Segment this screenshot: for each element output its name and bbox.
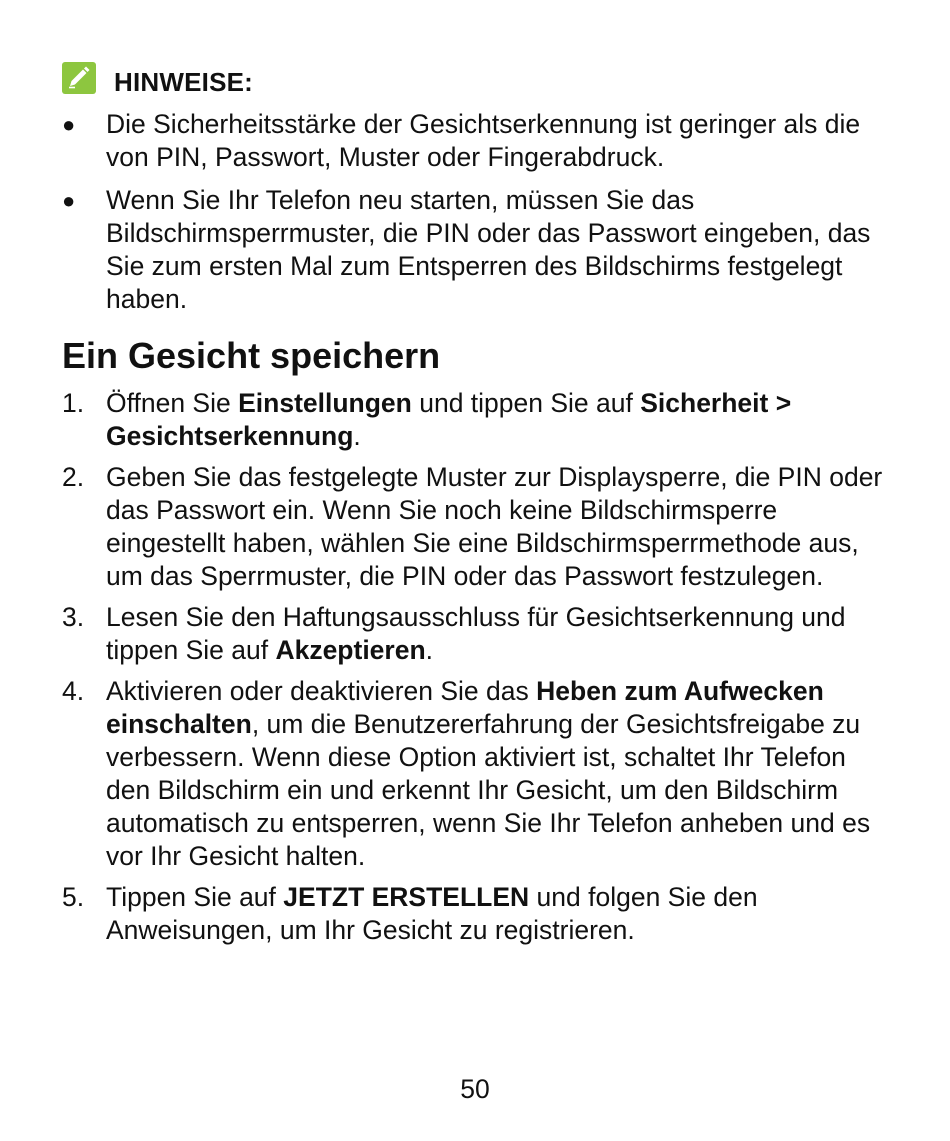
note-bullet-text: Wenn Sie Ihr Telefon neu starten, müssen Sie das Bildschirmsperrmuster, die PIN oder das Passwort eingeben, das Sie zum ersten Mal zum Entsperren des Bildschirms festgelegt haben. [106, 185, 871, 314]
bullet-dot-icon: ● [62, 188, 76, 213]
step-text: . [353, 421, 361, 451]
step-text: und tippen Sie auf [411, 388, 641, 418]
step-text: Tippen Sie auf [106, 882, 284, 912]
step-number: 5. [62, 882, 85, 912]
step-text: . [425, 635, 434, 665]
bullet-dot-icon: ● [62, 112, 76, 137]
step-number: 1. [62, 388, 85, 418]
step-number: 2. [62, 462, 85, 492]
section-title: Ein Gesicht speichern [62, 335, 441, 376]
step-bold-term: JETZT ERSTELLEN [283, 882, 530, 912]
step-number: 3. [62, 602, 85, 632]
note-title: HINWEISE: [114, 67, 254, 97]
step-text: Lesen Sie den Haftungsausschluss für Gesichtserkennung und tippen Sie auf [106, 602, 846, 665]
note-bullet-item [0, 108, 950, 174]
step-bold-term: Einstellungen [238, 388, 412, 418]
step-bold-term: Akzeptieren [275, 635, 426, 665]
page-number: 50 [460, 1074, 490, 1104]
step-item [0, 601, 950, 667]
step-item [0, 881, 950, 947]
note-bullet-text: Die Sicherheitsstärke der Gesichtserkennung ist geringer als die von PIN, Passwort, Muster oder Fingerabdruck. [106, 109, 861, 172]
step-item [0, 461, 950, 593]
note-bullet-item [0, 184, 950, 316]
step-item [0, 387, 950, 453]
step-text: , um die Benutzererfahrung der Gesichtsfreigabe zu verbessern. Wenn diese Option aktiviert ist, schaltet Ihr Telefon den Bildschirm ein und erkennt Ihr Gesicht, um den Bildschirm automatisch zu entsperren, wenn Sie Ihr Telefon anheben und es vor Ihr Gesicht halten. [106, 709, 871, 871]
step-list [0, 387, 950, 955]
step-text: und folgen Sie den Anweisungen, um Ihr Gesicht zu registrieren. [106, 882, 758, 945]
step-text: Öffnen Sie [106, 388, 239, 418]
step-item [0, 675, 950, 873]
note-bullet-list [0, 108, 950, 326]
pencil-note-icon [62, 62, 96, 94]
step-text: Geben Sie das festgelegte Muster zur Displaysperre, die PIN oder das Passwort ein. Wenn Sie noch keine Bildschirmsperre eingestellt haben, wählen Sie eine Bildschirmsperrmethode aus, um das Sperrmuster, die PIN oder das Passwort festzulegen. [106, 462, 883, 591]
step-text: Aktivieren oder deaktivieren Sie das [106, 676, 537, 706]
step-bold-term: Heben zum Aufwecken einschalten [106, 676, 824, 739]
step-number: 4. [62, 676, 85, 706]
step-bold-term: Sicherheit > Gesichtserkennung [106, 388, 792, 451]
note-header [62, 60, 253, 96]
